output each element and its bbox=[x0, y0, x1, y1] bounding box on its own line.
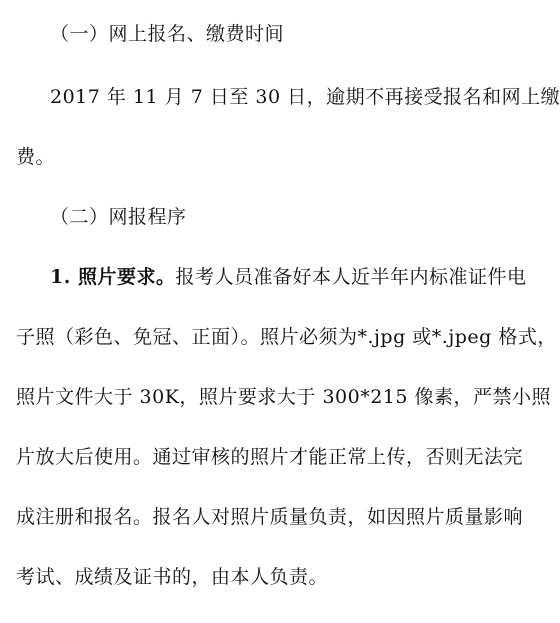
section1-paragraph-line-2: 费。 bbox=[16, 146, 56, 168]
section1-heading: （一）网上报名、缴费时间 bbox=[50, 23, 285, 45]
section2-item1-line-6: 考试、成绩及证书的，由本人负责。 bbox=[16, 566, 329, 588]
item1-text-start: 报考人员准备好本人近半年内标准证件电 bbox=[175, 266, 527, 288]
section2-item1-line-1 bbox=[0, 265, 536, 289]
section2-item1-line-2: 子照（彩色、免冠、正面）。照片必须为*.jpg 或*.jpeg 格式， bbox=[16, 326, 557, 348]
section2-item1-line-3: 照片文件大于 30K，照片要求大于 300*215 像素，严禁小照 bbox=[16, 386, 552, 408]
section2-item1-line-4: 片放大后使用。通过审核的照片才能正常上传，否则无法完 bbox=[16, 446, 524, 468]
section1-paragraph-line-1: 2017 年 11 月 7 日至 30 日，逾期不再接受报名和网上缴 bbox=[50, 86, 560, 108]
item1-label: 1. 照片要求。 bbox=[50, 266, 176, 288]
section2-item1-line-5: 成注册和报名。报名人对照片质量负责，如因照片质量影响 bbox=[16, 506, 524, 528]
section2-heading: （二）网报程序 bbox=[50, 206, 187, 228]
